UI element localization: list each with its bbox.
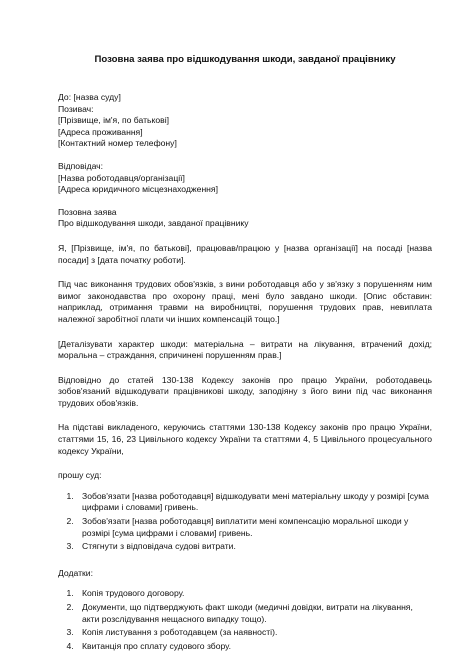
defendant-name: [Назва роботодавця/організації] bbox=[58, 172, 185, 183]
claim-subtitle: Про відшкодування шкоди, завданої працівнику bbox=[58, 218, 249, 229]
attachments-label: Додатки: bbox=[58, 567, 93, 578]
court-block bbox=[58, 92, 432, 150]
plaintiff-name: [Прізвище, ім'я, по батькові] bbox=[58, 115, 170, 126]
attachments-list bbox=[58, 588, 432, 652]
attachment-item: 4. Квитанція про сплату судового збору. bbox=[76, 641, 432, 653]
request-item: 1. Зобов'язати [назва роботодавця] відшкодувати мені матеріальну шкоду у розмірі [сума цифрами і словами] гривень. bbox=[76, 491, 432, 514]
claim-title: Позовна заява bbox=[58, 206, 117, 217]
defendant-label: Відповідач: bbox=[58, 160, 104, 171]
paragraph-damage-details: [Деталізувати характер шкоди: матеріальна – витрати на лікування, втрачений дохід; моральна – страждання, спричинені порушенням прав.] bbox=[58, 338, 432, 361]
paragraph-employment: Я, [Прізвище, ім'я, по батькові], працював/працюю у [назва організації] на посаді [назва посади] з [дата початку роботи]. bbox=[58, 242, 432, 265]
defendant-address: [Адреса юридичного місцезнаходження] bbox=[58, 184, 218, 195]
claim-heading bbox=[58, 207, 432, 230]
defendant-block bbox=[58, 161, 432, 196]
paragraph-grounds: На підставі викладеного, керуючись статтями 130-138 Кодексу законів про працю України, статтями 15, 16, 23 Цивільного кодексу України та статтями 4, 5 Цивільного процесуального кодексу України, bbox=[58, 422, 432, 456]
paragraph-legal-basis: Відповідно до статей 130-138 Кодексу законів про працю України, роботодавець зобов'язаний відшкодувати працівникові шкоду, заподіяну з його вини під час виконання трудових обов'язків. bbox=[58, 374, 432, 408]
paragraph-circumstances: Під час виконання трудових обов'язків, з вини роботодавця або у зв'язку з порушенням ним вимог законодавства про охорону праці, мені було завдано шкоди. [Опис обставин: наприклад, отримання травми на виробництві, порушення трудових прав, невиплата належної заробітної плати чи інших компенсацій тощо.] bbox=[58, 279, 432, 324]
plaintiff-address: [Адреса проживання] bbox=[58, 126, 143, 137]
attachment-item: 1. Копія трудового договору. bbox=[76, 588, 432, 600]
attachment-item: 2. Документи, що підтверджують факт шкоди (медичні довідки, витрати на лікування, акти розслідування нещасного випадку тощо). bbox=[76, 602, 432, 625]
request-item: 2. Зобов'язати [назва роботодавця] виплатити мені компенсацію моральної шкоди у розмірі [сума цифрами і словами] гривень. bbox=[76, 516, 432, 539]
document-title: Позовна заява про відшкодування шкоди, завданої працівнику bbox=[94, 54, 396, 65]
request-item: 3. Стягнути з відповідача судові витрати. bbox=[76, 541, 432, 553]
plaintiff-label: Позивач: bbox=[58, 103, 94, 114]
request-list bbox=[58, 491, 432, 553]
request-label: прошу суд: bbox=[58, 470, 102, 481]
attachment-item: 3. Копія листування з роботодавцем (за наявності). bbox=[76, 627, 432, 639]
plaintiff-phone: [Контактний номер телефону] bbox=[58, 138, 177, 149]
court-line: До: [назва суду] bbox=[58, 92, 121, 102]
